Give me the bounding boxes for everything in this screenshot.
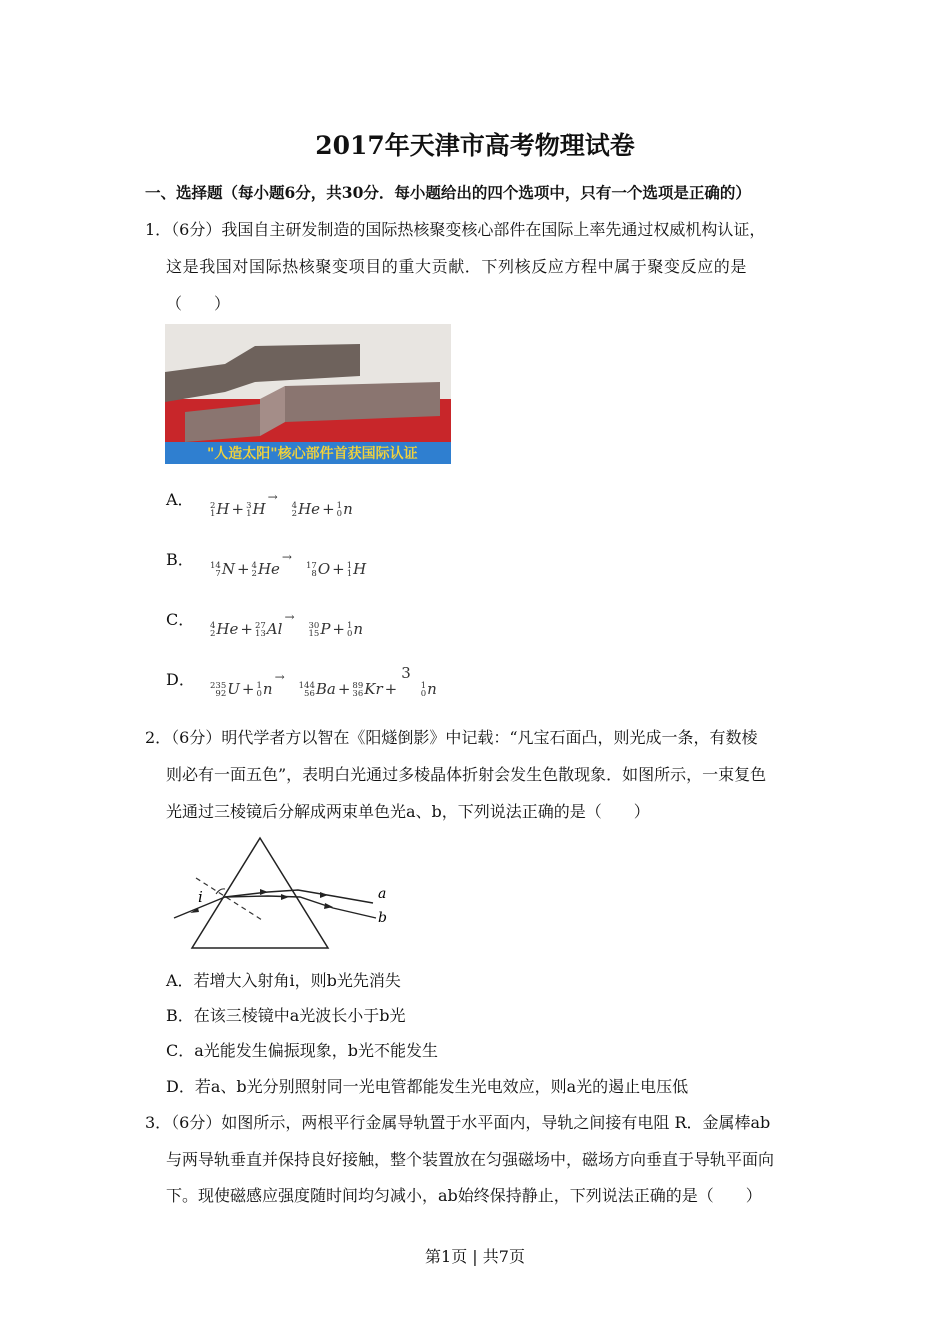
element-symbol: P bbox=[320, 620, 331, 638]
nuclide-numbers bbox=[246, 502, 251, 518]
page-footer: 第1页 | 共7页 bbox=[425, 1247, 525, 1266]
atomic-number: 1 bbox=[210, 509, 216, 519]
q1-option-label: A． bbox=[166, 490, 194, 509]
nuclide-numbers bbox=[337, 502, 342, 518]
mass-number: 3 bbox=[246, 501, 252, 511]
mass-number: 2 bbox=[210, 501, 216, 511]
element-symbol: He bbox=[216, 620, 239, 638]
q1-option-formula bbox=[210, 664, 437, 699]
nuclide-numbers bbox=[309, 622, 320, 638]
element-symbol: He bbox=[298, 500, 321, 518]
nuclide-numbers bbox=[421, 682, 426, 698]
q3-line: 3．（6分）如图所示，两根平行金属导轨置于水平面内，导轨之间接有电阻 R．金属棒ab bbox=[145, 1113, 771, 1132]
q2-option-c: C．a光能发生偏振现象，b光不能发生 bbox=[166, 1041, 439, 1060]
plus-sign: + bbox=[332, 560, 345, 578]
q2-option-d: D．若a、b光分别照射同一光电管都能发生光电效应，则a光的遏止电压低 bbox=[166, 1077, 689, 1096]
atomic-number: 1 bbox=[346, 569, 353, 579]
plus-sign: + bbox=[322, 500, 335, 518]
mass-number: 89 bbox=[352, 681, 364, 691]
reaction-arrow-icon: → bbox=[274, 670, 285, 684]
prism-diagram bbox=[168, 834, 398, 954]
atomic-number: 15 bbox=[308, 629, 320, 639]
ray-a-label: a bbox=[378, 886, 387, 902]
q1-line: 这是我国对国际热核聚变项目的重大贡献．下列核反应方程中属于聚变反应的是 bbox=[166, 257, 748, 276]
q2-option-b: B．在该三棱镜中a光波长小于b光 bbox=[166, 1006, 406, 1025]
nuclide bbox=[256, 680, 272, 698]
q3-line: 与两导轨垂直并保持良好接触，整个装置放在匀强磁场中，磁场方向垂直于导轨平面向 bbox=[166, 1150, 775, 1169]
nuclide bbox=[246, 500, 266, 518]
plus-sign: + bbox=[236, 560, 250, 578]
mass-number: 1 bbox=[336, 501, 343, 511]
element-symbol: U bbox=[227, 680, 240, 698]
mass-number: 30 bbox=[308, 621, 320, 631]
element-symbol: n bbox=[353, 620, 364, 638]
atomic-number: 0 bbox=[256, 689, 262, 699]
atomic-number: 7 bbox=[215, 569, 221, 579]
nuclide bbox=[210, 620, 238, 638]
nuclide bbox=[210, 560, 235, 578]
element-symbol: n bbox=[343, 500, 353, 518]
plus-sign: + bbox=[241, 680, 255, 698]
nuclide bbox=[352, 680, 382, 698]
nuclide-numbers bbox=[306, 562, 317, 578]
reaction-arrow-icon: → bbox=[267, 490, 278, 504]
atomic-number: 36 bbox=[352, 689, 364, 699]
nuclide-numbers bbox=[210, 502, 215, 518]
element-symbol: He bbox=[257, 560, 280, 578]
element-symbol: H bbox=[252, 500, 266, 518]
angle-label: i bbox=[198, 888, 203, 906]
q1-line: 1．（6分）我国自主研发制造的国际热核聚变核心部件在国际上率先通过权威机构认证， bbox=[145, 220, 766, 239]
nuclide bbox=[255, 620, 282, 638]
nuclide bbox=[252, 560, 280, 578]
mass-number: 14 bbox=[210, 561, 221, 571]
plus-sign: + bbox=[337, 680, 351, 698]
plus-sign: + bbox=[240, 620, 253, 638]
q1-option-formula bbox=[210, 550, 367, 579]
fusion-component-photo bbox=[165, 324, 451, 464]
q2-line: 光通过三棱镜后分解成两束单色光a、b，下列说法正确的是（ ） bbox=[166, 802, 650, 821]
mass-number: 1 bbox=[420, 681, 427, 691]
atomic-number: 2 bbox=[251, 569, 257, 579]
atomic-number: 8 bbox=[311, 569, 317, 579]
nuclide bbox=[337, 500, 353, 518]
mass-number: 1 bbox=[347, 621, 353, 631]
element-symbol: n bbox=[427, 680, 437, 698]
reaction-arrow-icon: → bbox=[281, 550, 292, 564]
nuclide bbox=[299, 680, 336, 698]
nuclide-numbers bbox=[210, 562, 221, 578]
nuclide-numbers bbox=[210, 622, 215, 638]
q1-option-formula bbox=[210, 490, 353, 519]
nuclide-numbers bbox=[256, 682, 261, 698]
plus-sign: + bbox=[384, 680, 398, 698]
nuclide bbox=[306, 560, 330, 578]
q3-line: 下。现使磁感应强度随时间均匀减小，ab始终保持静止，下列说法正确的是（ ） bbox=[166, 1186, 762, 1205]
nuclide-numbers bbox=[347, 562, 352, 578]
nuclide bbox=[347, 620, 363, 638]
element-symbol: H bbox=[216, 500, 230, 518]
q1-option-formula bbox=[210, 610, 364, 639]
nuclide bbox=[210, 680, 240, 698]
nuclide-numbers bbox=[347, 622, 352, 638]
photo-caption: "人造太阳"核心部件首获国际认证 bbox=[207, 446, 418, 462]
mass-number: 235 bbox=[210, 681, 227, 691]
mass-number: 4 bbox=[251, 561, 257, 571]
q1-option-label: B． bbox=[166, 550, 194, 569]
page-title: 2017年天津市高考物理试卷 bbox=[315, 131, 635, 160]
atomic-number: 0 bbox=[420, 689, 427, 699]
nuclide-numbers bbox=[292, 502, 297, 518]
nuclide bbox=[309, 620, 331, 638]
nuclide-numbers bbox=[210, 682, 226, 698]
atomic-number: 13 bbox=[254, 629, 266, 639]
q1-option-label: D． bbox=[166, 670, 195, 689]
nuclide-numbers bbox=[299, 682, 315, 698]
nuclide-numbers bbox=[252, 562, 257, 578]
element-symbol: N bbox=[221, 560, 235, 578]
nuclide bbox=[210, 500, 230, 518]
element-symbol: Al bbox=[266, 620, 283, 638]
atomic-number: 0 bbox=[347, 629, 353, 639]
element-symbol: n bbox=[262, 680, 273, 698]
coefficient: 3 bbox=[401, 664, 411, 682]
atomic-number: 2 bbox=[291, 509, 298, 519]
q2-line: 2．（6分）明代学者方以智在《阳燧倒影》中记载：“凡宝石面凸，则光成一条，有数棱 bbox=[145, 728, 758, 747]
atomic-number: 0 bbox=[336, 509, 343, 519]
q2-option-a: A．若增大入射角i，则b光先消失 bbox=[166, 971, 401, 990]
reaction-arrow-icon: → bbox=[284, 610, 295, 624]
mass-number: 4 bbox=[210, 621, 216, 631]
q1-line: （ ） bbox=[166, 294, 231, 313]
mass-number: 1 bbox=[346, 561, 353, 571]
plus-sign: + bbox=[231, 500, 245, 518]
element-symbol: Kr bbox=[364, 680, 383, 698]
mass-number: 27 bbox=[254, 621, 266, 631]
atomic-number: 92 bbox=[215, 689, 227, 699]
q2-line: 则必有一面五色”，表明白光通过多棱晶体折射会发生色散现象．如图所示，一束复色 bbox=[166, 765, 767, 784]
nuclide bbox=[347, 560, 367, 578]
ray-b-label: b bbox=[378, 910, 387, 926]
mass-number: 1 bbox=[256, 681, 262, 691]
mass-number: 17 bbox=[305, 561, 317, 571]
atomic-number: 2 bbox=[210, 629, 216, 639]
element-symbol: O bbox=[317, 560, 331, 578]
nuclide bbox=[292, 500, 320, 518]
nuclide-numbers bbox=[255, 622, 266, 638]
q1-option-label: C． bbox=[166, 610, 195, 629]
atomic-number: 56 bbox=[304, 689, 315, 699]
nuclide bbox=[421, 680, 437, 698]
element-symbol: H bbox=[353, 560, 367, 578]
section-heading: 一、选择题（每小题6分，共30分．每小题给出的四个选项中，只有一个选项是正确的） bbox=[145, 183, 751, 202]
atomic-number: 1 bbox=[246, 509, 252, 519]
plus-sign: + bbox=[332, 620, 345, 638]
mass-number: 144 bbox=[298, 681, 315, 691]
mass-number: 4 bbox=[291, 501, 298, 511]
element-symbol: Ba bbox=[315, 680, 336, 698]
nuclide-numbers bbox=[352, 682, 363, 698]
